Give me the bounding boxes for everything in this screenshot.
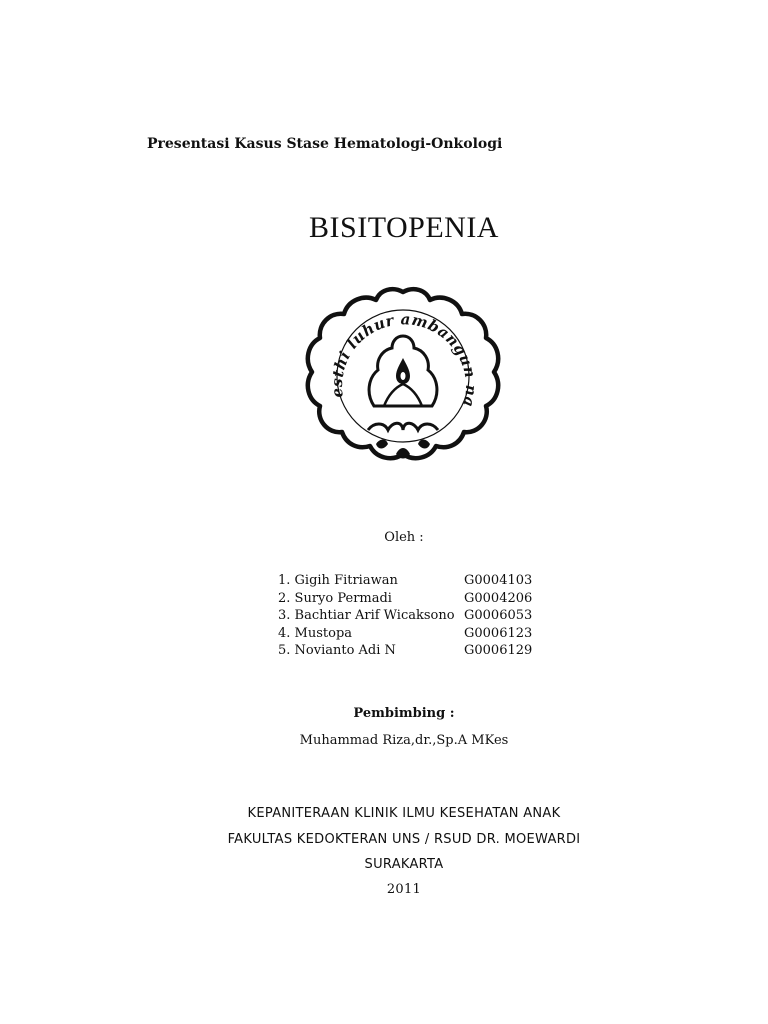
list-item [278, 590, 532, 608]
member-name: 2. Suryo Permadi [278, 590, 392, 606]
member-nim: G0006129 [464, 643, 533, 658]
member-name: 1. Gigih Fitriawan [278, 573, 398, 588]
member-nim: G0006123 [464, 625, 533, 641]
member-name: 5. Novianto Adi N [278, 643, 396, 658]
pembimbing-name: Muhammad Riza,dr.,Sp.A MKes [299, 733, 509, 748]
document-title: BISITOPENIA [309, 211, 499, 244]
footer-faculty: FAKULTAS KEDOKTERAN UNS / RSUD DR. MOEWARDI [227, 832, 581, 847]
seal-motto: esthi luhur ambangun na [327, 310, 481, 410]
oleh-label: Oleh : [384, 530, 424, 545]
footer-department: KEPANITERAAN KLINIK ILMU KESEHATAN ANAK [247, 806, 561, 821]
member-nim: G0004103 [464, 573, 533, 588]
footer-year: 2011 [386, 882, 422, 897]
university-seal-icon [302, 284, 504, 474]
member-name: 3. Bachtiar Arif Wicaksono [278, 608, 455, 623]
member-nim: G0004206 [464, 590, 533, 606]
member-name: 4. Mustopa [278, 625, 353, 641]
member-nim: G0006053 [464, 608, 533, 623]
list-item [278, 625, 532, 643]
list-item [278, 607, 532, 625]
footer-city: SURAKARTA [364, 857, 444, 872]
document-subtitle: Presentasi Kasus Stase Hematologi-Onkologi [147, 136, 503, 152]
pembimbing-label: Pembimbing : [353, 706, 455, 721]
list-item [278, 642, 532, 660]
member-list [278, 572, 532, 660]
list-item [278, 572, 532, 590]
